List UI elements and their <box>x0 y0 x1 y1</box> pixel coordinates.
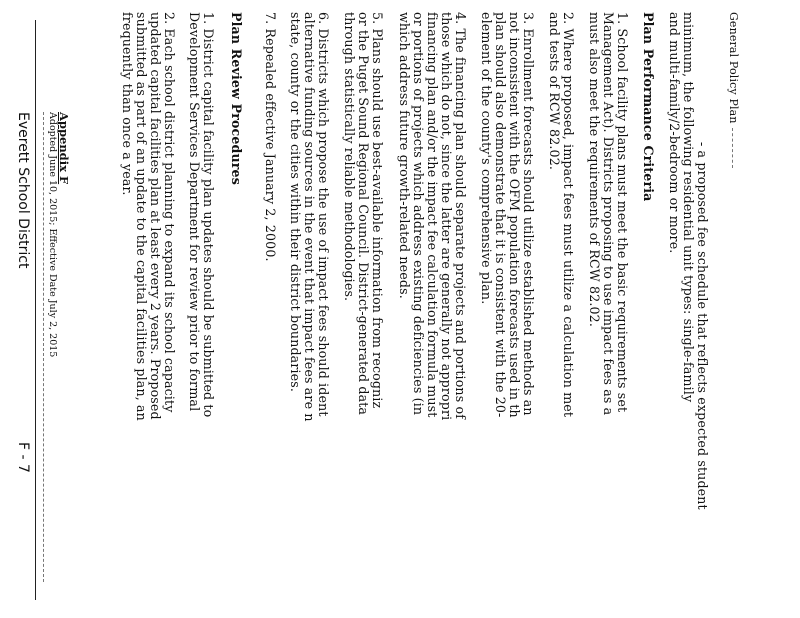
criteria-6-line-1: 6. Districts which propose the use of impact fees should ident <box>316 12 331 417</box>
criteria-4-line-4: or portions of projects which address existing deficiencies (in <box>411 12 426 416</box>
review-2-line-1: 2. Each school district planning to expand its school capacity <box>162 12 177 413</box>
footer-district: Everett School District <box>15 112 31 269</box>
criteria-5-line-3: through statistically reliable methodologies. <box>342 12 357 302</box>
criteria-7-line-1: 7. Repealed effective January 2, 2000. <box>263 12 278 262</box>
criteria-2-line-2: and tests of RCW 82.02. <box>547 12 562 171</box>
review-2-line-3: submitted as part of an update to the capital facilities plan, an <box>134 12 149 421</box>
criteria-5-line-1: 5. Plans should use best-available information from recogniz <box>370 12 385 409</box>
intro-line-3: and multi-family/2-bedroom or more. <box>667 12 682 254</box>
criteria-2-line-1: 2. Where proposed, impact fees must utilize a calculation met <box>561 12 576 418</box>
criteria-4-line-5: which address future growth-related needs. <box>397 12 412 299</box>
criteria-3-line-4: element of the county's comprehensive plan. <box>479 12 494 305</box>
footer-rule <box>35 20 36 600</box>
appendix-label: Appendix F <box>57 112 71 185</box>
review-2-line-4: frequently than once a year. <box>120 12 135 196</box>
intro-line-1: - a proposed fee schedule that reflects expected student <box>695 142 710 510</box>
intro-line-2: minimum, the following residential unit types: single-family <box>681 12 696 403</box>
criteria-4-line-3: financing plan and/or the impact fee calculation formula must <box>425 12 440 418</box>
criteria-6-line-3: state, county or the cities within their district boundaries. <box>288 12 303 393</box>
criteria-3-line-2: not inconsistent with the OFM population forecasts used in th <box>507 12 522 418</box>
review-1-line-2: Development Services Department for review prior to formal <box>187 12 202 412</box>
footer-dashed-rule <box>43 112 44 582</box>
criteria-1-line-2: Management Act). Districts proposing to use impact fees as a <box>601 12 616 416</box>
criteria-6-line-2: alternative funding sources in the event that impact fees are n <box>302 12 317 422</box>
criteria-5-line-2: or the Puget Sound Regional Council. District-generated data <box>356 12 371 416</box>
page-header-title: General Policy Plan <box>727 12 740 124</box>
review-heading: Plan Review Procedures <box>229 12 244 185</box>
criteria-1-line-1: 1. School facility plans must meet the basic requirements set <box>615 12 630 413</box>
header-rule <box>732 128 733 168</box>
criteria-1-line-3: must also meet the requirements of RCW 82.02. <box>587 12 602 328</box>
criteria-4-line-2: those which do not, since the latter are generally not appropri <box>439 12 454 421</box>
criteria-3-line-3: plan should also demonstrate that it is consistent with the 20- <box>493 12 508 418</box>
criteria-4-line-1: 4. The financing plan should separate projects and portions of <box>453 12 468 420</box>
criteria-3-line-1: 3. Enrollment forecasts should utilize established methods an <box>521 12 536 416</box>
criteria-heading: Plan Performance Criteria <box>641 12 656 202</box>
adopted-date-line: Adopted June 10, 2015; Effective Date July 2, 2015 <box>47 112 58 358</box>
review-1-line-1: 1. District capital facility plan updates should be submitted to <box>201 12 216 418</box>
footer-page-number: F - 7 <box>15 442 31 473</box>
review-2-line-2: updated capital facilities plan at least every 2 years. Proposed <box>148 12 163 420</box>
